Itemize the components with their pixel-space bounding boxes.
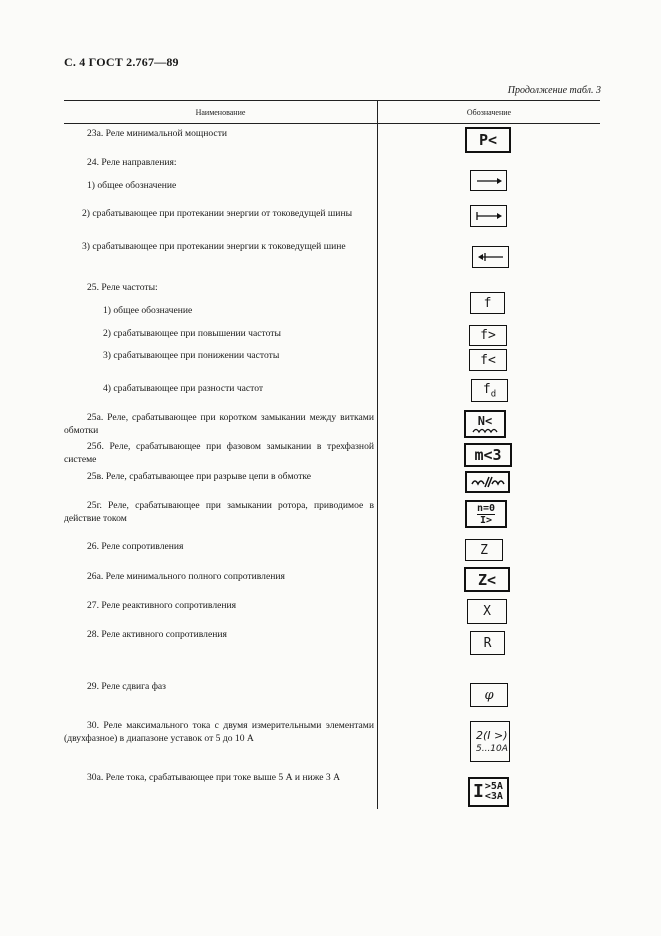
symbol-impedance bbox=[465, 539, 503, 561]
symbol-rotor-fault-line2: I> bbox=[479, 514, 493, 526]
symbol-frequency-over bbox=[469, 325, 507, 346]
arrow-left-bar-icon bbox=[477, 252, 505, 262]
table-continuation-note: Продолжение табл. 3 bbox=[507, 85, 601, 96]
symbol-frequency-difference-label: $f_d$ bbox=[482, 381, 497, 400]
symbol-overcurrent-line2: 5...10A bbox=[476, 743, 508, 754]
symbol-open-winding bbox=[465, 471, 510, 493]
symbol-direction-general bbox=[470, 170, 507, 191]
row-25v-text: 25в. Реле, срабатывающее при разрыве цепи в обмотке bbox=[87, 471, 312, 482]
row-24-text: 24. Реле направления: bbox=[87, 157, 177, 168]
symbol-impedance-label: Z bbox=[480, 542, 488, 558]
symbol-p-less bbox=[465, 127, 511, 153]
symbol-frequency-label: f bbox=[483, 295, 492, 311]
row-29-text: 29. Реле сдвига фаз bbox=[87, 681, 166, 692]
symbol-resistance bbox=[470, 631, 505, 655]
column-divider bbox=[377, 100, 378, 809]
row-24-1-text: 1) общее обозначение bbox=[87, 180, 177, 191]
symbol-rotor-fault-line1: n=0 bbox=[476, 502, 496, 514]
symbol-current-window-i: I bbox=[473, 781, 484, 802]
symbol-min-impedance bbox=[464, 567, 510, 592]
symbol-reactance bbox=[467, 599, 507, 624]
row-26-text: 26. Реле сопротивления bbox=[87, 541, 184, 552]
symbol-direction-to-bus bbox=[472, 246, 509, 268]
symbol-interturn-fault-label: N< bbox=[477, 413, 493, 428]
row-23a-text: 23а. Реле минимальной мощности bbox=[87, 128, 228, 139]
symbol-overcurrent-two-element bbox=[470, 721, 510, 762]
row-25b-text: 25б. Реле, срабатывающее при фазовом замыкании в трехфазной системе bbox=[64, 441, 374, 465]
row-28-text: 28. Реле активного сопротивления bbox=[87, 629, 227, 640]
symbol-frequency-over-label: f> bbox=[480, 328, 496, 343]
bar-arrow-right-icon bbox=[475, 211, 503, 221]
row-30-text: 30. Реле максимального тока с двумя измерительными элементами (двухфазное) в диапазоне уставок от 5 до 10 А bbox=[64, 720, 374, 744]
arrow-right-icon bbox=[475, 176, 503, 186]
column-header-name: Наименование bbox=[195, 108, 246, 117]
symbol-current-window-lower: <3A bbox=[484, 791, 503, 802]
row-25-2-text: 2) срабатывающее при повышении частоты bbox=[103, 328, 281, 339]
row-30a-text: 30а. Реле тока, срабатывающее при токе выше 5 А и ниже 3 А bbox=[87, 772, 340, 783]
row-25-text: 25. Реле частоты: bbox=[87, 282, 158, 293]
symbol-phase-fault-label: m<3 bbox=[474, 446, 502, 464]
row-25-1-text: 1) общее обозначение bbox=[103, 305, 193, 316]
symbol-phase-shift bbox=[470, 683, 508, 707]
row-25g-text: 25г. Реле, срабатывающее при замыкании ротора, приводимое в действие током bbox=[64, 500, 374, 524]
symbol-frequency-under bbox=[469, 349, 507, 371]
symbol-resistance-label: R bbox=[483, 635, 492, 651]
row-26a-text: 26а. Реле минимального полного сопротивления bbox=[87, 571, 285, 582]
symbol-frequency-under-label: f< bbox=[480, 352, 496, 368]
symbol-current-window-limits bbox=[485, 782, 503, 802]
symbol-phase-fault bbox=[464, 443, 512, 467]
row-25a-text: 25а. Реле, срабатывающее при коротком замыкании между витками обмотки bbox=[64, 412, 374, 436]
symbol-rotor-fault bbox=[465, 500, 507, 528]
row-24-2-text: 2) срабатывающее при протекании энергии от токоведущей шины bbox=[82, 208, 353, 219]
table-header-rule bbox=[64, 123, 600, 124]
column-header-symbol: Обозначение bbox=[466, 108, 512, 117]
table-top-rule bbox=[64, 100, 600, 101]
coil-wave-icon bbox=[472, 427, 498, 434]
page-header: С. 4 ГОСТ 2.767—89 bbox=[64, 55, 179, 69]
symbol-overcurrent-line1: 2(I >) bbox=[476, 728, 508, 742]
symbol-frequency-difference bbox=[471, 379, 508, 402]
row-25-4-text: 4) срабатывающее при разности частот bbox=[103, 383, 264, 394]
broken-winding-icon bbox=[470, 475, 506, 489]
symbol-min-impedance-label: Z< bbox=[477, 570, 497, 589]
symbol-direction-from-bus bbox=[470, 205, 507, 227]
symbol-current-window-upper: >5A bbox=[484, 781, 503, 792]
row-27-text: 27. Реле реактивного сопротивления bbox=[87, 600, 237, 611]
row-25-3-text: 3) срабатывающее при понижении частоты bbox=[103, 350, 280, 361]
symbol-phase-shift-label: φ bbox=[484, 687, 494, 703]
symbol-reactance-label: X bbox=[483, 604, 491, 619]
symbol-p-less-label: P< bbox=[478, 131, 498, 149]
row-24-3-text: 3) срабатывающее при протекании энергии к токоведущей шине bbox=[82, 241, 346, 252]
symbol-frequency bbox=[470, 292, 505, 314]
symbol-interturn-fault bbox=[464, 410, 506, 438]
symbol-current-window bbox=[468, 777, 509, 807]
